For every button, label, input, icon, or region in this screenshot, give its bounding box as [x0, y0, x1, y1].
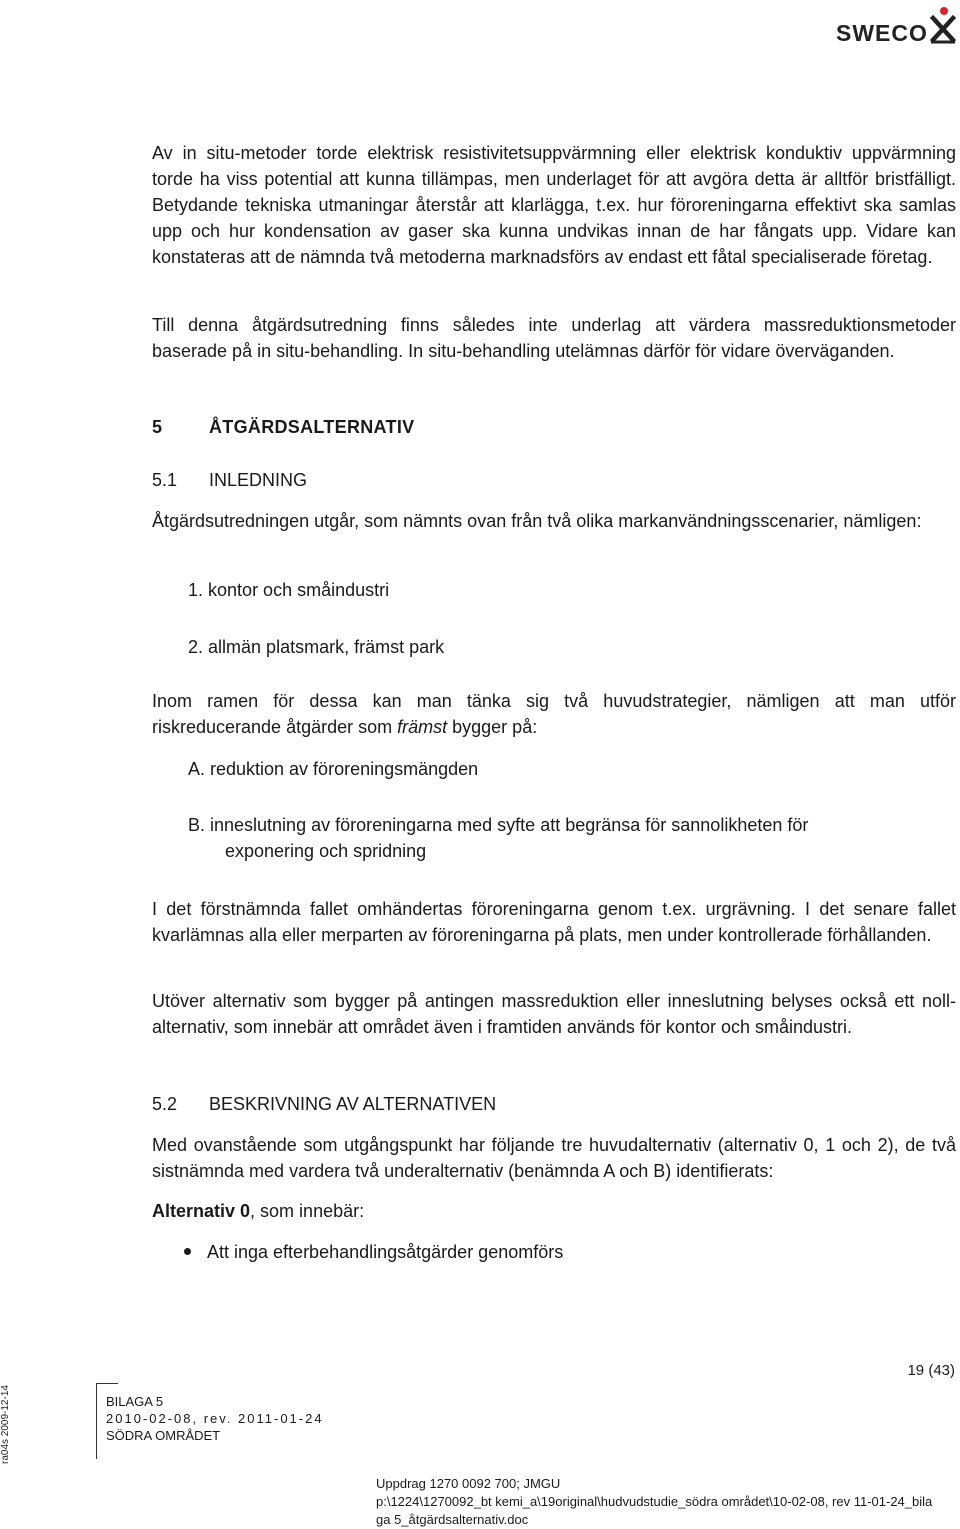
footer-dates: 2010-02-08, rev. 2011-01-24 — [106, 1411, 324, 1426]
list-text: reduktion av föroreningsmängden — [210, 759, 479, 779]
section-number: 5 — [152, 417, 163, 437]
subsection-title: INLEDNING — [209, 470, 308, 490]
list-label: 2. — [188, 637, 204, 657]
list-text-row — [188, 812, 956, 838]
paragraph-zero-alternative: Utöver alternativ som bygger på antingen massreduktion eller inneslutning belyses också ett noll-alternativ, som innebär att området även i framtiden används för kontor och småindustri. — [152, 991, 956, 1037]
footer-rule — [96, 1383, 97, 1459]
list-item — [188, 756, 478, 782]
footer-rule — [96, 1383, 118, 1384]
paragraph-in-situ: Av in situ-metoder torde elektrisk resistivitetsuppvärmning eller elektrisk konduktiv uppvärmning torde ha viss potential att kunna tillämpas, men underlaget för att avgöra detta är alltför bristfälligt. Betydande tekniska utmaningar återstår att klarlägga, t.ex. hur föroreningarna effektivt ska samlas upp och hur kondensation av gaser ska kunna undvikas innan de har fångats upp. Vidare kan konstateras att de nämnda två metoderna marknadsförs av endast ett fåtal specialiserade företag. — [152, 143, 956, 267]
paragraph-strategies — [152, 688, 956, 740]
alternative-label: Alternativ 0 — [152, 1201, 251, 1221]
list-text: allmän platsmark, främst park — [208, 637, 445, 657]
side-template-code: ra04s 2009-12-14 — [0, 1385, 11, 1464]
list-label: 1. — [188, 580, 204, 600]
bullet-dot-icon — [184, 1248, 191, 1255]
paragraph-alternatives: Med ovanstående som utgångspunkt har följande tre huvudalternativ (alternativ 0, 1 och 2), de två sistnämnda med vardera två underalternativ (benämnda A och B) identifierats: — [152, 1135, 956, 1181]
list-item — [188, 577, 389, 603]
page-number: 19 (43) — [907, 1362, 955, 1379]
list-label: B. — [188, 815, 206, 835]
subsection-number: 5.1 — [152, 470, 178, 490]
footer-file-info — [376, 1475, 936, 1529]
bullet-item — [184, 1239, 563, 1265]
list-item — [188, 812, 956, 861]
strategies-emphasis: främst — [397, 717, 448, 737]
subsection-heading-5-2 — [152, 1094, 496, 1115]
subsection-number: 5.2 — [152, 1094, 178, 1114]
bullet-text: Att inga efterbehandlingsåtgärder genomförs — [207, 1242, 564, 1262]
section-title: ÅTGÄRDSALTERNATIV — [209, 417, 415, 437]
list-text-continued: exponering och spridning — [225, 841, 427, 861]
strategies-text-end: bygger på: — [447, 717, 538, 737]
list-item — [188, 634, 444, 660]
paragraph-scenarios: Åtgärdsutredningen utgår, som nämnts ovan från två olika markanvändningsscenarier, nämligen: — [152, 511, 922, 531]
alternative-text: , som innebär: — [250, 1201, 365, 1221]
paragraph-cases: I det förstnämnda fallet omhändertas föroreningarna genom t.ex. urgrävning. I det senare fallet kvarlämnas alla eller merparten av föroreningarna på plats, men under kontrollerade förhållanden. — [152, 899, 956, 945]
footer-doc-title: BILAGA 5 — [106, 1394, 164, 1409]
list-text: inneslutning av föroreningarna med syfte att begränsa för sannolikheten för — [210, 815, 809, 835]
footer-assignment: Uppdrag 1270 0092 700; JMGU — [376, 1476, 561, 1491]
list-label: A. — [188, 759, 206, 779]
subsection-title: BESKRIVNING AV ALTERNATIVEN — [209, 1094, 497, 1114]
footer-document-info — [106, 1393, 324, 1444]
strategies-text: Inom ramen för dessa kan man tänka sig två huvudstrategier, nämligen att man utför riskreducerande åtgärder som — [152, 691, 956, 737]
paragraph-conclusion: Till denna åtgärdsutredning finns således inte underlag att värdera massreduktionsmetoder baserade på in situ-behandling. In situ-behandling utelämnas därför för vidare överväganden. — [152, 315, 956, 361]
list-text: kontor och småindustri — [208, 580, 390, 600]
paragraph-alternative-0 — [152, 1198, 364, 1224]
logo-text: SWECO — [836, 20, 928, 46]
footer-file-path: p:\1224\1270092_bt kemi_a\19original\hudvudstudie_södra området\10-02-08, rev 11-01-24_bilaga 5_åtgärdsalternativ.doc — [376, 1494, 933, 1527]
sweco-man-icon — [928, 6, 958, 44]
subsection-heading-5-1 — [152, 470, 307, 491]
sweco-logo — [836, 6, 958, 46]
footer-area: SÖDRA OMRÅDET — [106, 1428, 221, 1443]
section-heading-5 — [152, 417, 414, 438]
